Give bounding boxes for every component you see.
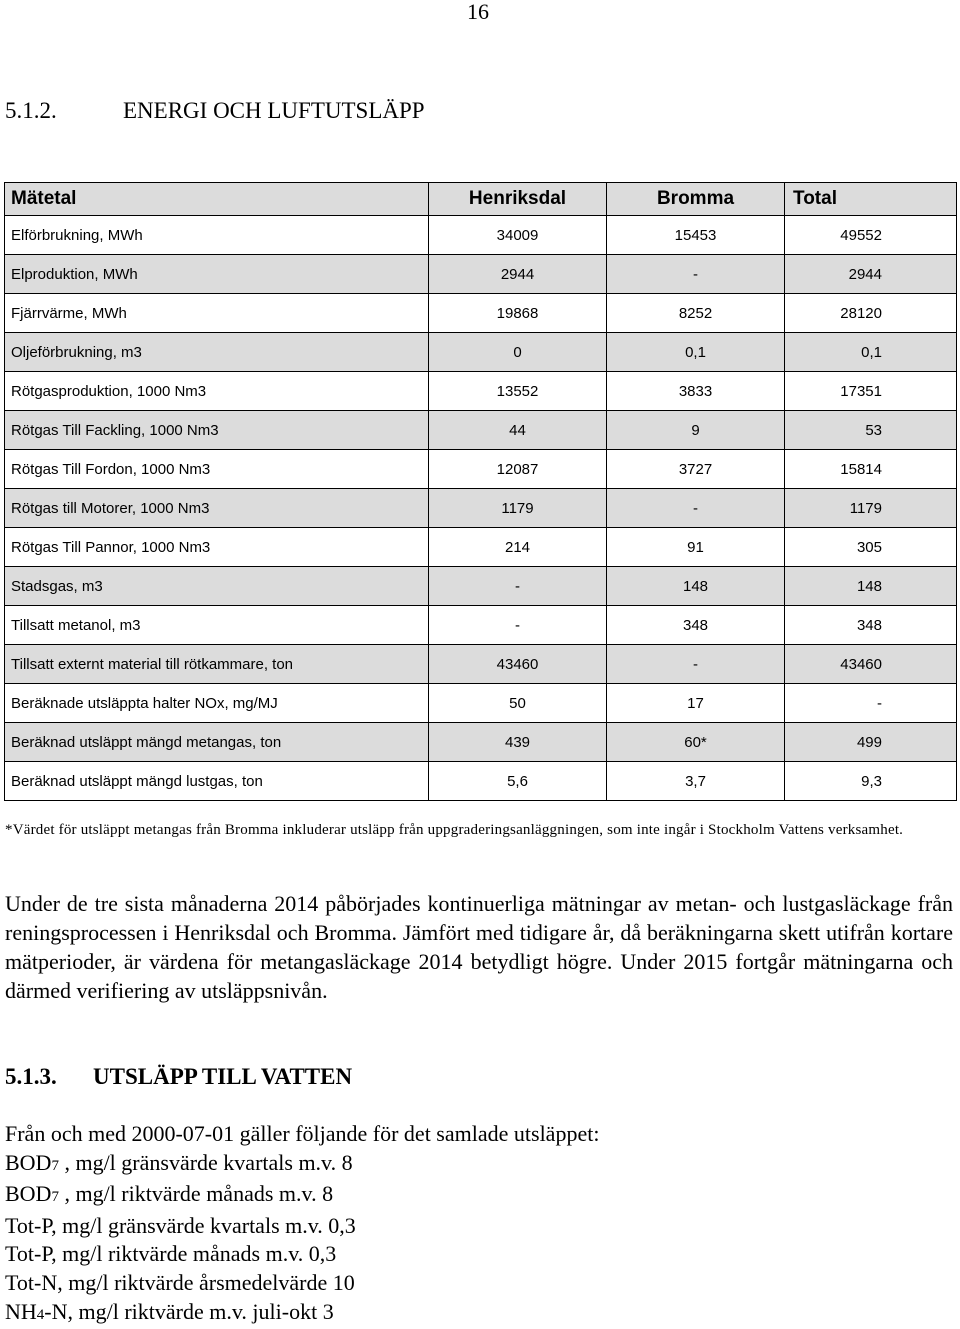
cell-metric: Rötgasproduktion, 1000 Nm3 <box>5 372 429 411</box>
cell-total: - <box>785 684 957 723</box>
cell-henriksdal: - <box>429 606 607 645</box>
table-row <box>5 489 957 528</box>
discharge-requirements <box>5 1120 905 1329</box>
cell-bromma: 148 <box>607 567 785 606</box>
cell-total: 348 <box>785 606 957 645</box>
cell-metric: Beräknad utsläppt mängd metangas, ton <box>5 723 429 762</box>
cell-bromma: 3727 <box>607 450 785 489</box>
body-paragraph: Under de tre sista månaderna 2014 påbörjades kontinuerliga mätningar av metan- och lustgasläckage från reningsprocessen i Henriksdal och Bromma. Jämfört med tidigare år, då beräkningarna skett utifrån kortare mätperioder, är värdena för metangasläckage 2014 betydligt högre. Under 2015 fortgår mätningarna och därmed verifiering av utsläppsnivån. <box>5 891 953 1003</box>
requirement-subscript: 7 <box>51 1157 59 1174</box>
cell-bromma: 91 <box>607 528 785 567</box>
column-header-henriksdal: Henriksdal <box>429 183 607 216</box>
cell-henriksdal: 1179 <box>429 489 607 528</box>
cell-bromma: 3,7 <box>607 762 785 801</box>
energy-emissions-table <box>4 182 957 801</box>
table-row <box>5 528 957 567</box>
table-row <box>5 333 957 372</box>
requirement-text: BOD <box>5 1149 52 1175</box>
cell-total: 17351 <box>785 372 957 411</box>
cell-total: 148 <box>785 567 957 606</box>
cell-bromma: 0,1 <box>607 333 785 372</box>
cell-henriksdal: 0 <box>429 333 607 372</box>
cell-metric: Oljeförbrukning, m3 <box>5 333 429 372</box>
page-number: 16 <box>467 0 489 24</box>
requirement-bod7-monthly <box>5 1180 905 1212</box>
cell-bromma: - <box>607 489 785 528</box>
column-header-total: Total <box>785 183 957 216</box>
cell-henriksdal: 214 <box>429 528 607 567</box>
cell-metric: Tillsatt metanol, m3 <box>5 606 429 645</box>
cell-metric: Rötgas Till Pannor, 1000 Nm3 <box>5 528 429 567</box>
table-row <box>5 411 957 450</box>
cell-total: 43460 <box>785 645 957 684</box>
table-row <box>5 684 957 723</box>
cell-bromma: 17 <box>607 684 785 723</box>
section-number: 5.1.2. <box>5 98 57 123</box>
requirement-text: , mg/l gränsvärde kvartals m.v. 8 <box>58 1149 353 1175</box>
cell-total: 305 <box>785 528 957 567</box>
cell-henriksdal: 13552 <box>429 372 607 411</box>
cell-bromma: 9 <box>607 411 785 450</box>
requirement-text: NH <box>5 1298 37 1324</box>
cell-total: 53 <box>785 411 957 450</box>
requirement-subscript: 7 <box>51 1189 59 1206</box>
cell-total: 9,3 <box>785 762 957 801</box>
cell-total: 1179 <box>785 489 957 528</box>
requirement-subscript: 4 <box>36 1306 45 1323</box>
cell-total: 0,1 <box>785 333 957 372</box>
cell-total: 2944 <box>785 255 957 294</box>
section-heading-water <box>5 1064 353 1090</box>
section-title: UTSLÄPP TILL VATTEN <box>93 1064 353 1089</box>
cell-bromma: 60* <box>607 723 785 762</box>
table-header-row <box>5 183 957 216</box>
section-heading-energy <box>5 98 425 124</box>
cell-henriksdal: 44 <box>429 411 607 450</box>
cell-bromma: 8252 <box>607 294 785 333</box>
cell-metric: Rötgas till Motorer, 1000 Nm3 <box>5 489 429 528</box>
cell-metric: Elproduktion, MWh <box>5 255 429 294</box>
cell-henriksdal: 19868 <box>429 294 607 333</box>
cell-henriksdal: 43460 <box>429 645 607 684</box>
cell-metric: Tillsatt externt material till rötkammare, ton <box>5 645 429 684</box>
table-row <box>5 762 957 801</box>
cell-henriksdal: 5,6 <box>429 762 607 801</box>
cell-metric: Elförbrukning, MWh <box>5 216 429 255</box>
table-row <box>5 216 957 255</box>
cell-henriksdal: 34009 <box>429 216 607 255</box>
column-header-bromma: Bromma <box>607 183 785 216</box>
requirement-text: -N, mg/l riktvärde m.v. juli-okt 3 <box>44 1298 334 1324</box>
table-footnote: *Värdet för utsläppt metangas från Bromma inkluderar utsläpp från uppgraderingsanläggningen, som inte ingår i Stockholm Vattens verksamhet. <box>5 822 904 838</box>
table-row <box>5 567 957 606</box>
cell-metric: Beräknade utsläppta halter NOx, mg/MJ <box>5 684 429 723</box>
cell-total: 499 <box>785 723 957 762</box>
cell-bromma: 348 <box>607 606 785 645</box>
table-row <box>5 645 957 684</box>
cell-metric: Beräknad utsläppt mängd lustgas, ton <box>5 762 429 801</box>
table-row <box>5 255 957 294</box>
cell-henriksdal: 439 <box>429 723 607 762</box>
cell-bromma: 3833 <box>607 372 785 411</box>
cell-bromma: - <box>607 645 785 684</box>
requirement-text: BOD <box>5 1181 52 1207</box>
section-number: 5.1.3. <box>5 1064 57 1089</box>
cell-henriksdal: 12087 <box>429 450 607 489</box>
cell-metric: Fjärrvärme, MWh <box>5 294 429 333</box>
cell-henriksdal: - <box>429 567 607 606</box>
table-row <box>5 294 957 333</box>
requirements-intro: Från och med 2000-07-01 gäller följande för det samlade utsläppet: <box>5 1121 600 1146</box>
requirement-text: , mg/l riktvärde månads m.v. 8 <box>58 1181 334 1207</box>
cell-total: 28120 <box>785 294 957 333</box>
table-row <box>5 372 957 411</box>
cell-total: 49552 <box>785 216 957 255</box>
cell-henriksdal: 50 <box>429 684 607 723</box>
requirement-totp-quarterly: Tot-P, mg/l gränsvärde kvartals m.v. 0,3 <box>5 1212 356 1238</box>
table-row <box>5 606 957 645</box>
cell-bromma: 15453 <box>607 216 785 255</box>
requirement-bod7-quarterly <box>5 1149 905 1181</box>
cell-metric: Rötgas Till Fordon, 1000 Nm3 <box>5 450 429 489</box>
cell-total: 15814 <box>785 450 957 489</box>
cell-bromma: - <box>607 255 785 294</box>
requirement-totn-annual: Tot-N, mg/l riktvärde årsmedelvärde 10 <box>5 1269 355 1295</box>
cell-metric: Rötgas Till Fackling, 1000 Nm3 <box>5 411 429 450</box>
table-row <box>5 723 957 762</box>
table-row <box>5 450 957 489</box>
cell-henriksdal: 2944 <box>429 255 607 294</box>
column-header-metric: Mätetal <box>5 183 429 216</box>
requirement-nh4n <box>5 1298 905 1329</box>
section-title: ENERGI OCH LUFTUTSLÄPP <box>123 98 425 123</box>
cell-metric: Stadsgas, m3 <box>5 567 429 606</box>
requirement-totp-monthly: Tot-P, mg/l riktvärde månads m.v. 0,3 <box>5 1241 337 1267</box>
